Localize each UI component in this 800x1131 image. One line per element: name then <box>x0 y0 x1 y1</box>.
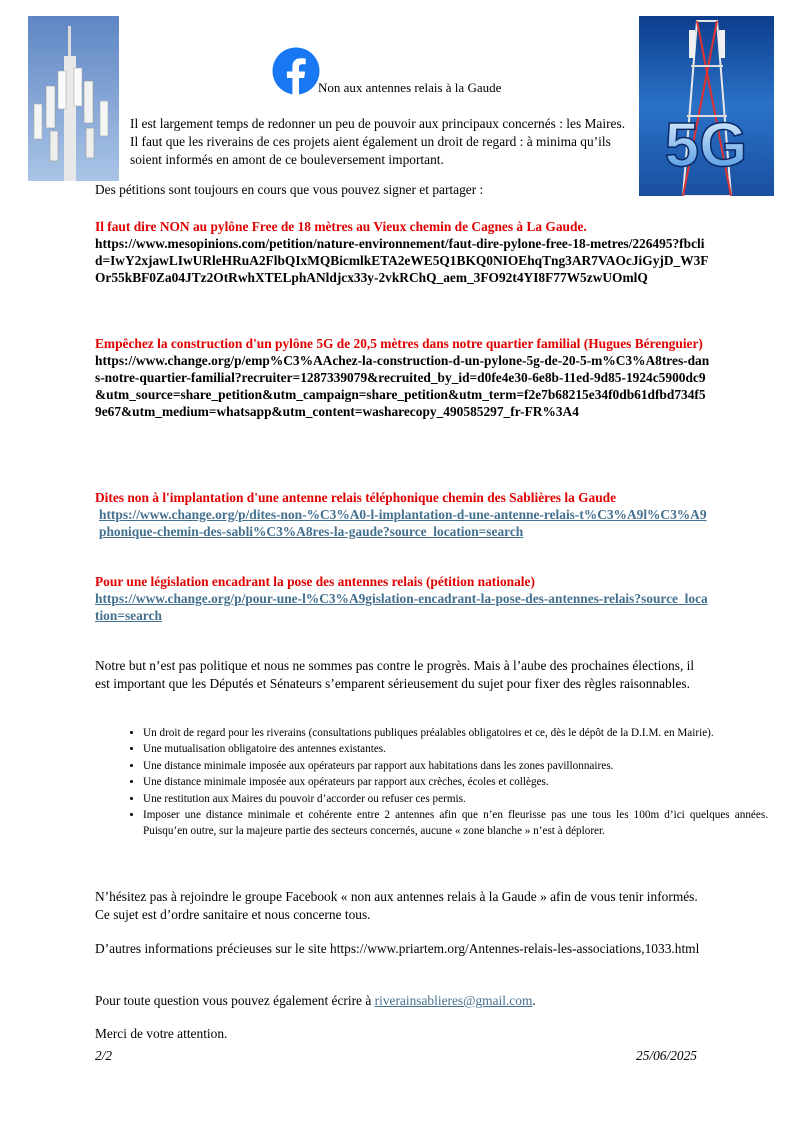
petition-url[interactable]: https://www.change.org/p/emp%C3%AAchez-la-construction-d-un-pylone-5g-de-20-5-m%C3%A8tres-dans-notre-quartier-familial?recruiter=1287339079&recruited_by_id=d0fe4e30-6e8b-11ed-9d85-1924c5900dc9&utm_source=share_petition&utm_campaign=share_petition&utm_term=f2e7b68215e34f0db61dfbd734f59e67&utm_medium=whatsapp&utm_content=washarecopy_490585297_fr-FR%3A4 <box>95 353 710 419</box>
petition-1 <box>95 218 710 286</box>
petition-title: Empêchez la construction d'un pylône 5G de 20,5 mètres dans notre quartier familial (Hugues Bérenguier) <box>95 336 703 351</box>
info-paragraph: D’autres informations précieuses sur le site https://www.priartem.org/Antennes-relais-les-associations,1033.html <box>95 941 700 956</box>
5g-label: 5G <box>664 111 748 180</box>
list-item: • Une restitution aux Maires du pouvoir d’accorder ou refuser ces permis. <box>143 791 768 807</box>
petition-3 <box>95 489 710 540</box>
contact-end: . <box>532 993 536 1008</box>
thanks-text: Merci de votre attention. <box>95 1026 228 1041</box>
petition-title: Il faut dire NON au pylône Free de 18 mètres au Vieux chemin de Cagnes à La Gaude. <box>95 219 587 234</box>
5g-tower-photo <box>639 16 774 196</box>
list-item: • Une mutualisation obligatoire des antennes existantes. <box>143 741 768 757</box>
intro-paragraph: Il est largement temps de redonner un peu de pouvoir aux principaux concernés : les Maires. Il faut que les riverains de ces projets aient également un droit de regard : à minima qu’ils soient informés en amont de ce bouleversement important. <box>130 116 626 167</box>
petitions-lead: Des pétitions sont toujours en cours que vous pouvez signer et partager : <box>95 182 484 197</box>
petition-title: Pour une législation encadrant la pose des antennes relais (pétition nationale) <box>95 574 535 589</box>
contact-paragraph <box>95 992 710 1010</box>
email-link[interactable]: riverainsablieres@gmail.com <box>374 993 533 1008</box>
document-date: 25/06/2025 <box>636 1048 698 1063</box>
page-number: 2/2 <box>95 1048 113 1063</box>
list-item: • Une distance minimale imposée aux opérateurs par rapport aux crèches, écoles et collèges. <box>143 774 768 790</box>
petition-2 <box>95 335 710 420</box>
list-item: • Un droit de regard pour les riverains (consultations publiques préalables obligatoires et ce, dès le dépôt de la D.I.M. en Mairie). <box>143 725 768 741</box>
goal-paragraph: Notre but n’est pas politique et nous ne sommes pas contre le progrès. Mais à l’aube des prochaines élections, il est important que les Députés et Sénateurs s’emparent sérieusement du sujet pour fixer des règles raisonnables. <box>95 658 695 691</box>
contact-text: Pour toute question vous pouvez également écrire à <box>95 993 375 1008</box>
petition-4 <box>95 573 710 624</box>
antenna-tower-photo <box>28 16 119 181</box>
list-item: • Une distance minimale imposée aux opérateurs par rapport aux habitations dans les zones pavillonnaires. <box>143 758 768 774</box>
page-title: Non aux antennes relais à la Gaude <box>318 80 502 95</box>
petition-url[interactable]: https://www.mesopinions.com/petition/nature-environnement/faut-dire-pylone-free-18-metres/226495?fbclid=IwY2xjawLIwURleHRuA2FlbQIxMQBicmlkETA2eWE5Q1BKQ0NIOEhqTng3AR7VAOcJiGyjD_W3FOr55kBF0Za04JTz2OtRwhXTELphANldjcx33y-2vkRChQ_aem_3FO92t4YI8F77W5zwUOmlQ <box>95 236 709 285</box>
facebook-icon <box>272 47 320 95</box>
list-item: • Imposer une distance minimale et cohérente entre 2 antennes afin que n’en fleurisse pas une tous les 100m d’ici quelques années. Puisqu’en outre, sur la majeure partie des secteurs concernés, aucune « zone blanche » n’est à déplorer. <box>143 807 768 840</box>
petition-title: Dites non à l'implantation d'une antenne relais téléphonique chemin des Sablières la Gaude <box>95 490 617 505</box>
demands-list <box>95 725 768 840</box>
petition-link[interactable]: https://www.change.org/p/dites-non-%C3%A0-l-implantation-d-une-antenne-relais-t%C3%A9l%C3%A9phonique-chemin-des-sabli%C3%A8res-la-gaude?source_location=search <box>99 507 707 539</box>
facebook-group-paragraph: N’hésitez pas à rejoindre le groupe Facebook « non aux antennes relais à la Gaude » afin de vous tenir informés. Ce sujet est d’ordre sanitaire et nous concerne tous. <box>95 889 698 922</box>
petition-link[interactable]: https://www.change.org/p/pour-une-l%C3%A9gislation-encadrant-la-pose-des-antennes-relais?source_location=search <box>95 591 708 623</box>
